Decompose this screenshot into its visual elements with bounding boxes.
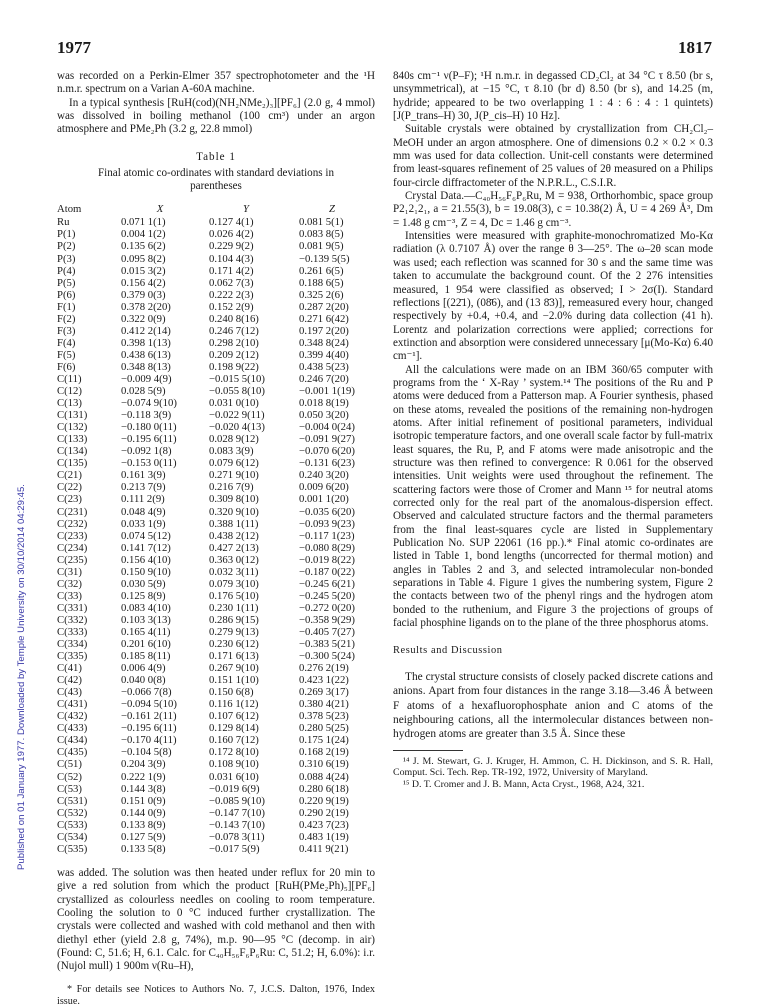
z-cell: −0.080 8(29) xyxy=(299,541,355,554)
atom-cell: C(13) xyxy=(57,397,82,410)
x-cell: −0.104 5(8) xyxy=(121,746,172,759)
y-cell: −0.019 6(9) xyxy=(209,782,260,795)
z-cell: 0.325 2(6) xyxy=(299,288,344,301)
intro-paragraph-2: In a typical synthesis [RuH(cod)(NH₂NMe₂)₃][PF₆] (2.0 g, 4 mmol) was dissolved in boiling methanol (100 cm³) under an argon atmosphere and PMe₂Ph (3.2 g, 22.8 mmol) xyxy=(57,96,375,136)
y-cell: 0.028 9(12) xyxy=(209,433,259,446)
y-cell: 0.209 2(12) xyxy=(209,348,259,361)
y-cell: −0.022 9(11) xyxy=(209,409,265,422)
z-cell: 0.399 4(40) xyxy=(299,348,349,361)
x-cell: 0.006 4(9) xyxy=(121,662,166,675)
atom-cell: C(21) xyxy=(57,469,82,482)
y-cell: 0.271 9(10) xyxy=(209,469,259,482)
x-cell: 0.398 1(13) xyxy=(121,336,171,349)
x-cell: −0.092 1(8) xyxy=(121,445,172,458)
x-cell: 0.133 8(9) xyxy=(121,818,166,831)
z-cell: 0.188 6(5) xyxy=(299,276,344,289)
table-row xyxy=(57,566,375,578)
atom-cell: C(334) xyxy=(57,638,88,651)
y-cell: 0.032 3(11) xyxy=(209,565,259,578)
z-cell: 0.423 1(22) xyxy=(299,674,349,687)
table-row xyxy=(57,710,375,722)
y-cell: 0.298 2(10) xyxy=(209,336,259,349)
atom-cell: C(31) xyxy=(57,565,82,578)
z-cell: 0.348 8(24) xyxy=(299,336,349,349)
body-paragraph-1: 840s cm⁻¹ ν(P–F); ¹H n.m.r. in degassed CD₂Cl₂ at 34 °C τ 8.50 (br s, unsymmetrical), at −15 °C, τ 8.10 (br d) 8.50 (br s), and 14.25 (m, hydride; appeared to be two overlapping 1 : 4 : 6 : 4 : 1 quintets) [J(P_trans–H) 30, J(P_cis–H) 10 Hz]. xyxy=(393,70,713,123)
atom-cell: C(133) xyxy=(57,433,88,446)
z-cell: −0.139 5(5) xyxy=(299,252,350,265)
x-cell: 0.165 4(11) xyxy=(121,625,171,638)
y-cell: 0.240 8(16) xyxy=(209,312,259,325)
atom-cell: C(232) xyxy=(57,517,88,530)
x-cell: 0.125 8(9) xyxy=(121,589,166,602)
table-caption-text: Final atomic co-ordinates with standard deviations in parentheses xyxy=(98,166,334,193)
table-row xyxy=(57,337,375,349)
atom-cell: C(534) xyxy=(57,830,88,843)
atom-cell: C(32) xyxy=(57,577,82,590)
atom-cell: C(535) xyxy=(57,842,88,855)
x-cell: −0.074 9(10) xyxy=(121,397,177,410)
atom-cell: C(435) xyxy=(57,746,88,759)
table-row xyxy=(57,542,375,554)
table-row xyxy=(57,674,375,686)
x-cell: −0.118 3(9) xyxy=(121,409,172,422)
y-cell: 0.150 6(8) xyxy=(209,686,254,699)
z-cell: −0.091 9(27) xyxy=(299,433,355,446)
table-row xyxy=(57,457,375,469)
y-cell: 0.127 4(1) xyxy=(209,216,254,229)
table-row xyxy=(57,253,375,265)
atom-cell: C(23) xyxy=(57,493,82,506)
atom-cell: F(5) xyxy=(57,348,76,361)
atom-cell: C(433) xyxy=(57,722,88,735)
x-cell: 0.156 4(10) xyxy=(121,553,171,566)
z-cell: 0.287 2(20) xyxy=(299,300,349,313)
references-rule xyxy=(393,750,463,751)
table-row xyxy=(57,277,375,289)
table-row xyxy=(57,433,375,445)
table-row xyxy=(57,313,375,325)
x-cell: −0.153 0(11) xyxy=(121,457,177,470)
z-cell: 0.009 6(20) xyxy=(299,481,349,494)
atom-cell: Ru xyxy=(57,216,70,229)
atom-cell: C(131) xyxy=(57,409,88,422)
x-cell: 0.083 4(10) xyxy=(121,601,171,614)
y-cell: −0.017 5(9) xyxy=(209,842,260,855)
x-cell: 0.204 3(9) xyxy=(121,758,166,771)
table-row xyxy=(57,602,375,614)
z-cell: 0.280 5(25) xyxy=(299,722,349,735)
x-cell: 0.213 7(9) xyxy=(121,481,166,494)
table-row xyxy=(57,831,375,843)
table-row xyxy=(57,240,375,252)
table-row xyxy=(57,650,375,662)
table-row xyxy=(57,686,375,698)
z-cell: −0.300 5(24) xyxy=(299,650,355,663)
table-row xyxy=(57,325,375,337)
atom-cell: C(42) xyxy=(57,674,82,687)
atom-cell: F(6) xyxy=(57,360,76,373)
atom-cell: C(33) xyxy=(57,589,82,602)
table-row xyxy=(57,819,375,831)
atom-cell: P(1) xyxy=(57,228,76,241)
table-row xyxy=(57,216,375,228)
x-cell: 0.438 6(13) xyxy=(121,348,171,361)
x-cell: 0.412 2(14) xyxy=(121,324,171,337)
intro-paragraph-1: was recorded on a Perkin-Elmer 357 spectrophotometer and the ¹H n.m.r. spectrum on a Varian A-60A machine. xyxy=(57,70,375,96)
x-cell: 0.201 6(10) xyxy=(121,638,171,651)
atom-cell: P(2) xyxy=(57,240,76,253)
z-cell: 0.280 6(18) xyxy=(299,782,349,795)
atom-cell: F(2) xyxy=(57,312,76,325)
y-cell: 0.171 4(2) xyxy=(209,264,254,277)
x-cell: 0.028 5(9) xyxy=(121,385,166,398)
x-cell: 0.185 8(11) xyxy=(121,650,171,663)
z-cell: −0.004 0(24) xyxy=(299,421,355,434)
atom-cell: P(6) xyxy=(57,288,76,301)
z-cell: 0.197 2(20) xyxy=(299,324,349,337)
y-cell: −0.015 5(10) xyxy=(209,372,265,385)
atom-cell: C(43) xyxy=(57,686,82,699)
x-cell: 0.150 9(10) xyxy=(121,565,171,578)
y-cell: −0.147 7(10) xyxy=(209,806,265,819)
z-cell: 0.271 6(42) xyxy=(299,312,349,325)
z-cell: −0.001 1(19) xyxy=(299,385,355,398)
table-row xyxy=(57,409,375,421)
z-cell: −0.383 5(21) xyxy=(299,638,355,651)
table-row xyxy=(57,506,375,518)
y-cell: 0.230 1(11) xyxy=(209,601,259,614)
section-heading: Results and Discussion xyxy=(393,645,503,657)
references xyxy=(393,756,713,791)
x-cell: 0.144 0(9) xyxy=(121,806,166,819)
z-cell: 0.168 2(19) xyxy=(299,746,349,759)
x-cell: −0.195 6(11) xyxy=(121,722,177,735)
x-cell: 0.033 1(9) xyxy=(121,517,166,530)
table-row xyxy=(57,662,375,674)
x-cell: −0.161 2(11) xyxy=(121,710,177,723)
reference-15: ¹⁵ D. T. Cromer and J. B. Mann, Acta Cryst., 1968, A24, 321. xyxy=(403,779,645,790)
y-cell: 0.216 7(9) xyxy=(209,481,254,494)
table-row xyxy=(57,228,375,240)
y-cell: 0.160 7(12) xyxy=(209,734,259,747)
z-cell: 0.261 6(5) xyxy=(299,264,344,277)
y-cell: 0.176 5(10) xyxy=(209,589,259,602)
table-row xyxy=(57,722,375,734)
atom-cell: C(41) xyxy=(57,662,82,675)
table-row xyxy=(57,734,375,746)
x-cell: 0.135 6(2) xyxy=(121,240,166,253)
atom-cell: F(1) xyxy=(57,300,76,313)
z-cell: 0.081 9(5) xyxy=(299,240,344,253)
x-cell: 0.127 5(9) xyxy=(121,830,166,843)
x-cell: 0.048 4(9) xyxy=(121,505,166,518)
z-cell: 0.290 2(19) xyxy=(299,806,349,819)
table-row xyxy=(57,638,375,650)
table-label: Table 1 xyxy=(196,150,236,163)
table-row xyxy=(57,614,375,626)
z-cell: −0.245 6(21) xyxy=(299,577,355,590)
table-row xyxy=(57,349,375,361)
atom-cell: C(11) xyxy=(57,372,82,385)
table-row xyxy=(57,481,375,493)
z-cell: 0.088 4(24) xyxy=(299,770,349,783)
table-header-row xyxy=(57,203,375,216)
table-row xyxy=(57,578,375,590)
y-cell: 0.427 2(13) xyxy=(209,541,259,554)
atom-cell: C(135) xyxy=(57,457,88,470)
x-cell: 0.111 2(9) xyxy=(121,493,165,506)
atom-cell: C(332) xyxy=(57,613,88,626)
z-cell: 0.378 5(23) xyxy=(299,710,349,723)
x-cell: −0.170 4(11) xyxy=(121,734,177,747)
atom-cell: C(233) xyxy=(57,529,88,542)
atom-cell: C(533) xyxy=(57,818,88,831)
atom-cell: C(431) xyxy=(57,698,88,711)
table-row xyxy=(57,289,375,301)
atom-cell: P(3) xyxy=(57,252,76,265)
x-cell: 0.151 0(9) xyxy=(121,794,166,807)
x-cell: 0.222 1(9) xyxy=(121,770,166,783)
table-row xyxy=(57,373,375,385)
body-paragraph-2: Suitable crystals were obtained by crystallization from CH₂Cl₂–MeOH under an argon atmosphere. One of dimensions 0.2 × 0.2 × 0.3 mm was used for data collection. Unit-cell constants were determined from least-squares refinement of 25 values of 2θ measured on a Philips four-circle diffractometer of the N.P.R.L., C.S.I.R. xyxy=(393,123,713,189)
table-row xyxy=(57,590,375,602)
x-cell: 0.071 1(1) xyxy=(121,216,166,229)
x-cell: 0.103 3(13) xyxy=(121,613,171,626)
y-cell: 0.026 4(2) xyxy=(209,228,254,241)
page-number: 1817 xyxy=(678,38,712,57)
table-row xyxy=(57,397,375,409)
table-row xyxy=(57,746,375,758)
y-cell: 0.309 8(10) xyxy=(209,493,259,506)
y-cell: −0.143 7(10) xyxy=(209,818,265,831)
z-cell: 0.423 7(23) xyxy=(299,818,349,831)
table-1-caption xyxy=(57,151,375,194)
body-paragraph-4: Intensities were measured with graphite-monochromatized Mo-Kα radiation (λ 0.7107 Å) over the range θ 3—25°. The ω–2θ scan mode was used; each reflection was scanned for 30 s and the same time was taken to accumulate the background count. Of the 2 276 intensities measured, 1 954 were classified as observed; I > 2σ(I). Standard reflections [(22̄1), (08̄6), and (13 8̄3)], remeasured every hour, changed respectively by +0.4, +0.4, and −2.0% during data collection (41 h). Lorentz and polarization corrections were applied; corrections for extinction and absorption were considered unnecessary [μ(Mo-Kα) 6.40 cm⁻¹]. xyxy=(393,230,713,363)
atom-cell: C(53) xyxy=(57,782,82,795)
z-cell: −0.117 1(23) xyxy=(299,529,355,542)
atom-cell: C(432) xyxy=(57,710,88,723)
atom-cell: C(51) xyxy=(57,758,82,771)
x-cell: 0.133 5(8) xyxy=(121,842,166,855)
z-cell: 0.050 3(20) xyxy=(299,409,349,422)
y-cell: 0.229 9(2) xyxy=(209,240,254,253)
y-cell: 0.129 8(14) xyxy=(209,722,259,735)
left-column xyxy=(57,70,375,1007)
header-z: Z xyxy=(329,203,335,216)
y-cell: 0.320 9(10) xyxy=(209,505,259,518)
z-cell: −0.272 0(20) xyxy=(299,601,355,614)
y-cell: −0.020 4(13) xyxy=(209,421,265,434)
z-cell: −0.035 6(20) xyxy=(299,505,355,518)
y-cell: 0.222 2(3) xyxy=(209,288,254,301)
y-cell: 0.438 2(12) xyxy=(209,529,259,542)
z-cell: −0.245 5(20) xyxy=(299,589,355,602)
y-cell: 0.062 7(3) xyxy=(209,276,254,289)
table-row xyxy=(57,843,375,855)
y-cell: 0.104 4(3) xyxy=(209,252,254,265)
journal-year: 1977 xyxy=(57,38,91,57)
y-cell: 0.286 9(15) xyxy=(209,613,259,626)
atom-cell: C(434) xyxy=(57,734,88,747)
x-cell: −0.180 0(11) xyxy=(121,421,177,434)
atom-cell: C(22) xyxy=(57,481,82,494)
y-cell: 0.031 6(10) xyxy=(209,770,259,783)
x-cell: 0.144 3(8) xyxy=(121,782,166,795)
z-cell: 0.310 6(19) xyxy=(299,758,349,771)
y-cell: 0.107 6(12) xyxy=(209,710,259,723)
download-watermark: Published on 01 January 1977. Downloaded by Temple University on 30/10/2014 04:29:45. xyxy=(16,484,27,870)
y-cell: 0.031 0(10) xyxy=(209,397,259,410)
atom-cell: F(3) xyxy=(57,324,76,337)
table-row xyxy=(57,807,375,819)
y-cell: 0.108 9(10) xyxy=(209,758,259,771)
atom-cell: P(4) xyxy=(57,264,76,277)
x-cell: 0.141 7(12) xyxy=(121,541,171,554)
z-cell: 0.411 9(21) xyxy=(299,842,349,855)
y-cell: 0.079 3(10) xyxy=(209,577,259,590)
table-row xyxy=(57,469,375,481)
y-cell: 0.151 1(10) xyxy=(209,674,259,687)
z-cell: 0.001 1(20) xyxy=(299,493,349,506)
y-cell: 0.171 6(13) xyxy=(209,650,259,663)
x-cell: 0.322 0(9) xyxy=(121,312,166,325)
atom-cell: C(231) xyxy=(57,505,88,518)
table-row xyxy=(57,385,375,397)
table-row xyxy=(57,493,375,505)
table-row xyxy=(57,795,375,807)
y-cell: 0.083 3(9) xyxy=(209,445,254,458)
table-row xyxy=(57,518,375,530)
x-cell: 0.040 0(8) xyxy=(121,674,166,687)
z-cell: −0.131 6(23) xyxy=(299,457,355,470)
atom-cell: C(132) xyxy=(57,421,88,434)
y-cell: −0.055 8(10) xyxy=(209,385,265,398)
z-cell: 0.240 3(20) xyxy=(299,469,349,482)
page-header xyxy=(57,38,712,60)
x-cell: 0.074 5(12) xyxy=(121,529,171,542)
atom-cell: C(333) xyxy=(57,625,88,638)
footnote: * For details see Notices to Authors No. 7, J.C.S. Dalton, 1976, Index issue. xyxy=(57,983,375,1007)
x-cell: 0.095 8(2) xyxy=(121,252,166,265)
table-row xyxy=(57,698,375,710)
atom-cell: C(52) xyxy=(57,770,82,783)
right-column xyxy=(393,70,713,791)
x-cell: 0.379 0(3) xyxy=(121,288,166,301)
atom-cell: C(134) xyxy=(57,445,88,458)
after-table-paragraph: was added. The solution was then heated under reflux for 20 min to give a red solution from which the product [RuH(PMe₂Ph)₅][PF₆] crystallized as colourless needles on cooling to room temperature. Cooling the solution to 0 °C induced further crystallization. The crystals were collected and washed with cold methanol and then with diethyl ether (yield 2.8 g, 74%), m.p. 90—95 °C (decomp. in air) (Found: C, 51.6; H, 6.1. Calc. for C₄₀H₅₆F₆P₆Ru: C, 51.2; H, 6.0%): i.r. (Nujol mull) 1 900m ν(Ru–H), xyxy=(57,866,375,973)
z-cell: 0.018 8(19) xyxy=(299,397,349,410)
z-cell: −0.405 7(27) xyxy=(299,625,355,638)
table-row xyxy=(57,361,375,373)
atom-cell: F(4) xyxy=(57,336,76,349)
table-row xyxy=(57,771,375,783)
z-cell: 0.380 4(21) xyxy=(299,698,349,711)
x-cell: 0.348 8(13) xyxy=(121,360,171,373)
header-y: Y xyxy=(243,203,249,216)
y-cell: 0.172 8(10) xyxy=(209,746,259,759)
discussion-paragraph: The crystal structure consists of closely packed discrete cations and anions. Apart from four distances in the range 3.18—3.46 Å between F atoms of a hexafluorophosphate anion and C atoms of the neighbouring cations, all the intermolecular distances between non-hydrogen atoms are greater than 3.5 Å. Since these xyxy=(393,670,713,741)
y-cell: 0.363 0(12) xyxy=(209,553,259,566)
y-cell: −0.085 9(10) xyxy=(209,794,265,807)
table-row xyxy=(57,758,375,770)
z-cell: 0.220 9(19) xyxy=(299,794,349,807)
x-cell: 0.004 1(2) xyxy=(121,228,166,241)
atom-cell: C(234) xyxy=(57,541,88,554)
table-row xyxy=(57,783,375,795)
z-cell: 0.081 5(1) xyxy=(299,216,344,229)
z-cell: 0.483 1(19) xyxy=(299,830,349,843)
z-cell: −0.093 9(23) xyxy=(299,517,355,530)
x-cell: 0.030 5(9) xyxy=(121,577,166,590)
table-row xyxy=(57,265,375,277)
y-cell: 0.246 7(12) xyxy=(209,324,259,337)
x-cell: −0.066 7(8) xyxy=(121,686,172,699)
y-cell: 0.079 6(12) xyxy=(209,457,259,470)
crystal-data-paragraph: Crystal Data.—C₄₀H₅₆F₆P₆Ru, M = 938, Orthorhombic, space group P2₁2₁2₁, a = 21.55(3), b = 19.08(3), c = 10.38(2) Å, U = 4 269 Å³, Dm = 1.48 g cm⁻³, Z = 4, Dc = 1.46 g cm⁻³. xyxy=(393,190,713,229)
atom-cell: C(331) xyxy=(57,601,88,614)
z-cell: −0.358 9(29) xyxy=(299,613,355,626)
z-cell: −0.019 8(22) xyxy=(299,553,355,566)
body-paragraph-5: All the calculations were made on an IBM 360/65 computer with programs from the ‘ X-Ray ’ system.¹⁴ The positions of the Ru and P atoms were deduced from a Patterson map. A Fourier synthesis, phased on these atoms, revealed the positions of the remaining non-hydrogen atoms. After initial refinement of positional parameters, individual isotropic temperature factors, and one overall scale factor by full-matrix least squares, the Ru, P, and F atoms were made anisotropic and the structure was then refined to convergence: R 0.061 for the observed intensities. Unit weights were used throughout the refinement. The scattering factors were those of Cromer and Mann ¹⁵ for neutral atoms corrected only for the real part of the anomalous-dispersion effect. Observed and calculated structure factors and the thermal parameters from the final least-squares cycle are listed in Supplementary Publication No. SUP 22061 (16 pp.).* Final atomic co-ordinates are listed in Table 1, bond lengths (uncorrected for thermal motion) and angles in Tables 2 and 3, and selected intramolecular non-bonded separations in Table 4. Figure 1 gives the numbering system, Figure 2 the contacts between two of the phenyl rings and the hydrogen atom bonded to the ruthenium, and Figure 3 the projections of groups of facial phosphine ligands on to the plane of the three phosphorus atoms. xyxy=(393,363,713,630)
y-cell: 0.388 1(11) xyxy=(209,517,259,530)
x-cell: −0.195 6(11) xyxy=(121,433,177,446)
x-cell: 0.161 3(9) xyxy=(121,469,166,482)
table-row xyxy=(57,554,375,566)
atom-cell: P(5) xyxy=(57,276,76,289)
table-row xyxy=(57,301,375,313)
coordinates-table xyxy=(57,203,375,855)
header-atom: Atom xyxy=(57,203,82,216)
z-cell: 0.269 3(17) xyxy=(299,686,349,699)
atom-cell: C(235) xyxy=(57,553,88,566)
y-cell: 0.279 9(13) xyxy=(209,625,259,638)
x-cell: −0.094 5(10) xyxy=(121,698,177,711)
y-cell: 0.116 1(12) xyxy=(209,698,259,711)
z-cell: 0.175 1(24) xyxy=(299,734,349,747)
atom-cell: C(335) xyxy=(57,650,88,663)
table-row xyxy=(57,421,375,433)
atom-cell: C(12) xyxy=(57,385,82,398)
x-cell: 0.156 4(2) xyxy=(121,276,166,289)
atom-cell: C(532) xyxy=(57,806,88,819)
x-cell: 0.378 2(20) xyxy=(121,300,171,313)
reference-14: ¹⁴ J. M. Stewart, G. J. Kruger, H. Ammon, C. H. Dickinson, and S. R. Hall, Comput. Sci. Tech. Rep. TR-192, 1972, University of Maryland. xyxy=(393,755,713,779)
z-cell: 0.083 8(5) xyxy=(299,228,344,241)
table-row xyxy=(57,530,375,542)
header-x: X xyxy=(156,203,164,216)
y-cell: −0.078 3(11) xyxy=(209,830,265,843)
y-cell: 0.152 2(9) xyxy=(209,300,254,313)
y-cell: 0.267 9(10) xyxy=(209,662,259,675)
y-cell: 0.230 6(12) xyxy=(209,638,259,651)
x-cell: 0.015 3(2) xyxy=(121,264,166,277)
atom-cell: C(531) xyxy=(57,794,88,807)
z-cell: 0.438 5(23) xyxy=(299,360,349,373)
z-cell: 0.276 2(19) xyxy=(299,662,349,675)
table-row xyxy=(57,626,375,638)
table-body xyxy=(57,216,375,854)
table-row xyxy=(57,445,375,457)
z-cell: 0.246 7(20) xyxy=(299,372,349,385)
x-cell: −0.009 4(9) xyxy=(121,372,172,385)
y-cell: 0.198 9(22) xyxy=(209,360,259,373)
z-cell: −0.070 6(20) xyxy=(299,445,355,458)
z-cell: −0.187 0(22) xyxy=(299,565,355,578)
